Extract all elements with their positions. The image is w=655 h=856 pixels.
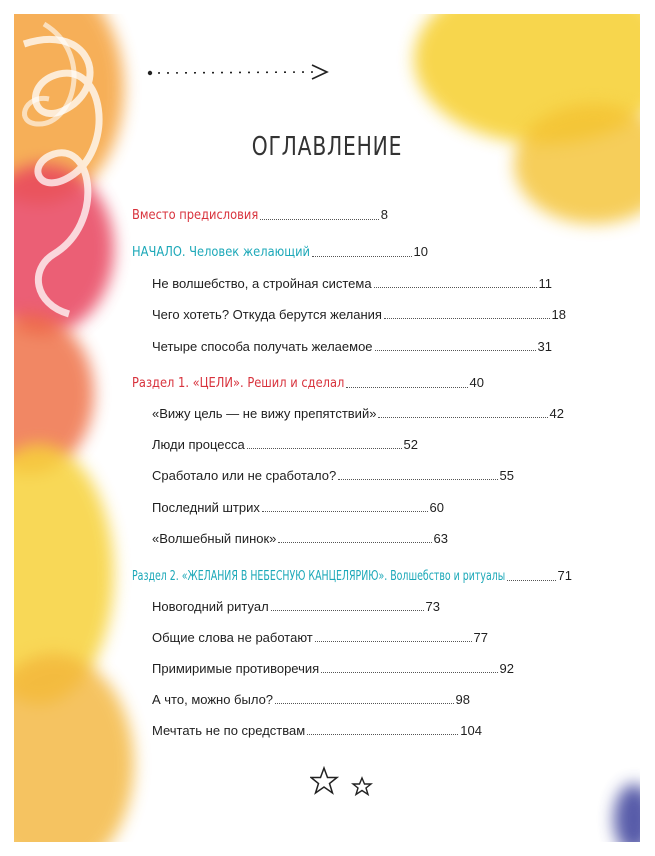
toc-entry-title: Вместо предисловия xyxy=(132,207,259,223)
toc-entry xyxy=(152,630,488,645)
toc-leader-dots xyxy=(260,219,379,220)
toc-leader-dots xyxy=(247,448,402,449)
toc-entry xyxy=(152,307,566,322)
toc-leader-dots xyxy=(378,417,547,418)
toc-entry-title: Не волшебство, а стройная система xyxy=(152,276,372,291)
toc-page-number: 40 xyxy=(469,375,484,390)
toc-leader-dots xyxy=(338,479,497,480)
toc-page-number: 42 xyxy=(549,406,564,421)
toc-page-number: 52 xyxy=(403,437,418,452)
toc-leader-dots xyxy=(346,387,467,388)
toc-entry-title: Общие слова не работают xyxy=(152,630,313,645)
toc-entry-title: Люди процесса xyxy=(152,437,245,452)
toc-leader-dots xyxy=(262,511,428,512)
toc-page-number: 8 xyxy=(380,207,388,222)
page-title: ОГЛАВЛЕНИЕ xyxy=(251,132,403,162)
toc-entry xyxy=(132,244,428,260)
toc-leader-dots xyxy=(374,287,537,288)
toc-entry xyxy=(152,339,552,354)
toc-page-number: 18 xyxy=(551,307,566,322)
toc-entry xyxy=(132,375,484,391)
toc-leader-dots xyxy=(321,672,497,673)
toc-leader-dots xyxy=(278,542,431,543)
toc-page-number: 55 xyxy=(499,468,514,483)
toc-page-number: 73 xyxy=(425,599,440,614)
toc-entry-title: Сработало или не сработало? xyxy=(152,468,337,483)
toc-page-number: 98 xyxy=(455,692,470,707)
white-swirl-decoration xyxy=(14,14,134,324)
toc-entry-title: НАЧАЛО. Человек желающий xyxy=(132,244,310,260)
toc-page-number: 60 xyxy=(429,500,444,515)
toc-entry xyxy=(132,207,388,223)
star-icon xyxy=(311,768,337,793)
toc-entry-title: Мечтать не по средствам xyxy=(152,723,306,738)
toc-entry xyxy=(152,531,448,546)
toc-entry-title: Раздел 1. «ЦЕЛИ». Решил и сделал xyxy=(132,375,345,391)
toc-leader-dots xyxy=(315,641,472,642)
toc-entry xyxy=(152,692,470,707)
toc-entry-title: Раздел 2. «ЖЕЛАНИЯ В НЕБЕСНУЮ КАНЦЕЛЯРИЮ». Волшебство и ритуалы xyxy=(132,568,506,584)
toc-page-number: 63 xyxy=(433,531,448,546)
toc-page-number: 71 xyxy=(557,568,572,583)
toc-leader-dots xyxy=(312,256,411,257)
toc-entry-title: Последний штрих xyxy=(152,500,260,515)
toc-entry xyxy=(152,723,482,738)
dotted-arrow-icon xyxy=(146,62,331,82)
toc-entry xyxy=(152,500,444,515)
toc-entry-title: Новогодний ритуал xyxy=(152,599,269,614)
toc-leader-dots xyxy=(375,350,536,351)
toc-entry-title: «Вижу цель — не вижу препятствий» xyxy=(152,406,377,421)
toc-leader-dots xyxy=(271,610,424,611)
toc-page-number: 11 xyxy=(538,276,552,291)
toc-entry xyxy=(152,406,564,421)
toc-entry-title: А что, можно было? xyxy=(152,692,274,707)
toc-entry xyxy=(152,468,514,483)
star-small-icon xyxy=(353,778,371,795)
toc-leader-dots xyxy=(384,318,550,319)
toc-entry xyxy=(152,437,418,452)
toc-entry-title: Чего хотеть? Откуда берутся желания xyxy=(152,307,382,322)
toc-leader-dots xyxy=(507,580,555,581)
toc-page-number: 92 xyxy=(499,661,514,676)
toc-entry-title: Четыре способа получать желаемое xyxy=(152,339,373,354)
book-page xyxy=(14,14,640,842)
toc-entry xyxy=(152,276,552,291)
toc-entry xyxy=(132,568,572,584)
toc-entry xyxy=(152,599,440,614)
toc-page-number: 31 xyxy=(537,339,552,354)
toc-entry-title: «Волшебный пинок» xyxy=(152,531,277,546)
toc-page-number: 104 xyxy=(460,723,482,738)
toc-entry-title: Примиримые противоречия xyxy=(152,661,320,676)
toc-entry xyxy=(152,661,514,676)
toc-leader-dots xyxy=(307,734,458,735)
toc-leader-dots xyxy=(275,703,453,704)
stars-decoration xyxy=(310,766,380,802)
toc-page-number: 77 xyxy=(473,630,488,645)
toc-page-number: 10 xyxy=(413,244,428,259)
